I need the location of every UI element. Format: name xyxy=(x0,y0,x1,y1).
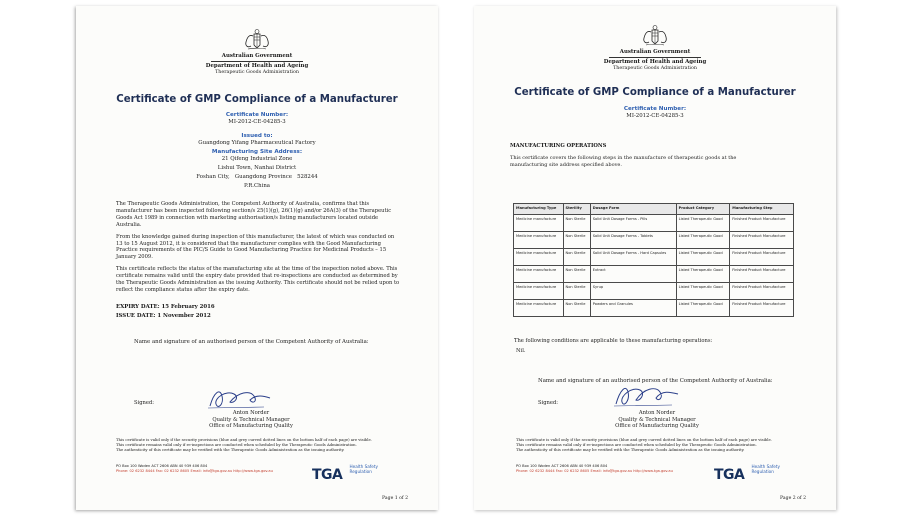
fine-print-line: This certificate is valid only if the security provisions (blue and grey curved dotted lines on the bottom half of each page) are visible. xyxy=(116,437,372,442)
table-cell: Medicine manufacture xyxy=(514,215,564,232)
conditions-text: The following conditions are applicable to these manufacturing operations: xyxy=(514,338,713,344)
conditions-value: Nil. xyxy=(516,348,526,354)
table-cell: Finished Product Manufacture xyxy=(730,215,794,232)
tga-logo xyxy=(714,464,780,483)
table-cell: Listed Therapeutic Good xyxy=(676,300,730,317)
table-cell: Non Sterile xyxy=(563,249,590,266)
signatory-office: Office of Manufacturing Quality xyxy=(615,423,699,429)
page-number: Page 1 of 2 xyxy=(382,496,408,501)
phone-email: Phone: 02 6232 8444 Fax: 02 6232 8605 Email: info@tga.gov.au http://www.tga.gov.au xyxy=(516,468,673,473)
tga-logo-subtitle xyxy=(751,464,779,474)
table-cell: Solid Unit Dosage Forms - Pills xyxy=(590,215,676,232)
table-cell: Medicine manufacture xyxy=(514,249,564,266)
issued-to-label: Issued to: xyxy=(241,133,273,139)
table-cell: Syrup xyxy=(590,283,676,300)
operations-heading: MANUFACTURING OPERATIONS xyxy=(510,143,607,149)
table-header-row xyxy=(514,204,794,215)
signature-intro: Name and signature of an authorised person of the Competent Authority of Australia: xyxy=(538,378,773,384)
coat-of-arms-icon xyxy=(638,24,672,48)
site-address-label: Manufacturing Site Address: xyxy=(211,149,303,155)
address-line-1: 21 Qifeng Industrial Zone xyxy=(221,156,293,162)
table-cell: Medicine manufacture xyxy=(514,300,564,317)
signatory-name: Anton Norder xyxy=(638,410,676,416)
signatory-name: Anton Norder xyxy=(232,410,270,416)
tga-logo-subtitle-line: Regulation xyxy=(751,469,774,474)
signatory-block xyxy=(602,410,712,430)
address-line-2: Lishui Town, Nanhai District xyxy=(217,165,297,171)
column-header: Manufacturing Step xyxy=(730,204,794,215)
divider xyxy=(609,57,701,58)
signatory-office: Office of Manufacturing Quality xyxy=(209,423,293,429)
table-row xyxy=(514,249,794,266)
fine-print-line: This certificate is valid only if the security provisions (blue and grey curved dotted lines on the bottom half of each page) are visible. xyxy=(516,437,772,442)
signed-label: Signed: xyxy=(134,400,155,406)
contact-details xyxy=(516,464,673,474)
table-cell: Finished Product Manufacture xyxy=(730,300,794,317)
table-row xyxy=(514,232,794,249)
certificate-title: Certificate of GMP Compliance of a Manufacturer xyxy=(514,87,796,98)
postal-address: PO Box 100 Woden ACT 2606 ABN 40 939 406 804 xyxy=(516,464,608,468)
certificate-number: MI-2012-CE-04285-3 xyxy=(626,113,684,119)
tga-logo-subtitle-line: Health Safety xyxy=(751,464,780,469)
fine-print-line: This certificate remains valid only if re-inspections are conducted when scheduled by the Therapeutic Goods Administration. xyxy=(516,441,757,447)
table-cell: Non Sterile xyxy=(563,266,590,283)
divider xyxy=(211,61,303,62)
certificate-title: Certificate of GMP Compliance of a Manufacturer xyxy=(116,94,398,105)
table-cell: Solid Unit Dosage Forms - Tablets xyxy=(590,232,676,249)
column-header: Dosage Form xyxy=(590,204,676,215)
table-row xyxy=(514,283,794,300)
department-name: Department of Health and Ageing xyxy=(205,63,309,69)
certificate-body xyxy=(76,201,438,294)
tga-logo xyxy=(312,464,378,483)
fine-print-line: This certificate remains valid only if re-inspections are conducted when scheduled by the Therapeutic Goods Administration. xyxy=(116,441,357,447)
column-header: Product Category xyxy=(676,204,730,215)
signed-label: Signed: xyxy=(538,400,559,406)
signature-image xyxy=(204,384,274,412)
table-cell: Powders and Granules xyxy=(590,300,676,317)
certificate-page-1 xyxy=(76,6,438,510)
letterhead xyxy=(474,6,836,72)
table-row xyxy=(514,266,794,283)
body-paragraph: From the knowledge gained during inspection of this manufacturer, the latest of which was conducted on 13 to 15 August 2012, it is considered that the manufacturer complies with the Good Manufacturing Practice requirements of the PIC/S Guide to Good Manufacturing Practice for Medicinal Products – 15 January 2009. xyxy=(116,233,395,261)
letterhead xyxy=(76,6,438,76)
tga-logo-subtitle-line: Health Safety xyxy=(349,464,378,469)
agency-name: Therapeutic Goods Administration xyxy=(613,66,697,71)
table-cell: Listed Therapeutic Good xyxy=(676,215,730,232)
fine-print-line: The authenticity of this certificate may be verified with the Therapeutic Goods Administration as the issuing authority. xyxy=(116,446,345,452)
signatory-block xyxy=(196,410,306,430)
signature-intro: Name and signature of an authorised person of the Competent Authority of Australia: xyxy=(134,338,369,345)
body-paragraph: This certificate reflects the status of the manufacturing site at the time of the inspection noted above. This certificate remains valid until the expiry date provided that re-inspections are conducted as determined by the Therapeutic Goods Administration as the issuing Authority. This certificate should not be relied upon to reflect the compliance status after the expiry date. xyxy=(116,266,400,293)
certificate-number-label: Certificate Number: xyxy=(225,112,289,118)
operations-intro: This certificate covers the following steps in the manufacture of therapeutic goods at the manufacturing site address specified above. xyxy=(510,155,737,168)
table-cell: Finished Product Manufacture xyxy=(730,249,794,266)
table-cell: Medicine manufacture xyxy=(514,283,564,300)
column-header: Sterility xyxy=(563,204,590,215)
table-cell: Finished Product Manufacture xyxy=(730,232,794,249)
department-name: Department of Health and Ageing xyxy=(603,59,707,65)
government-name: Australian Government xyxy=(619,49,691,55)
tga-logo-mark: TGA xyxy=(312,467,343,483)
table-cell: Listed Therapeutic Good xyxy=(676,266,730,283)
table-cell: Extract xyxy=(590,266,676,283)
government-name: Australian Government xyxy=(221,53,293,59)
tga-logo-subtitle-line: Regulation xyxy=(349,469,372,474)
column-header: Manufacturing Type xyxy=(514,204,564,215)
table-row xyxy=(514,215,794,232)
table-cell: Medicine manufacture xyxy=(514,266,564,283)
table-row xyxy=(514,300,794,317)
page-number: Page 2 of 2 xyxy=(780,496,806,501)
certificate-number-label: Certificate Number: xyxy=(623,106,687,112)
table-cell: Non Sterile xyxy=(563,283,590,300)
postal-address: PO Box 100 Woden ACT 2606 ABN 40 939 406 804 xyxy=(116,464,208,468)
tga-logo-mark: TGA xyxy=(714,467,745,483)
fine-print xyxy=(116,438,406,452)
expiry-date: EXPIRY DATE: 15 February 2016 xyxy=(116,303,215,310)
signatory-title: Quality & Technical Manager xyxy=(212,416,290,423)
table-cell: Non Sterile xyxy=(563,215,590,232)
table-cell: Solid Unit Dosage Forms - Hard Capsules xyxy=(590,249,676,266)
tga-logo-subtitle xyxy=(349,464,377,474)
agency-name: Therapeutic Goods Administration xyxy=(215,70,299,75)
signature-image xyxy=(610,380,682,410)
issue-date: ISSUE DATE: 1 November 2012 xyxy=(116,312,211,319)
contact-details xyxy=(116,464,273,474)
coat-of-arms-icon xyxy=(240,28,274,52)
body-paragraph: The Therapeutic Goods Administration, the Competent Authority of Australia, confirms that this manufacturer has been inspected following section/s 25(1)(g), 26(1)(g) and/or 26A(3) of the Therapeutic Goods Act 1989 in connection with marketing authorisation/s listing manufacturers located outside Australia. xyxy=(116,201,392,228)
operations-table xyxy=(513,203,794,317)
address-line-4: P.R.China xyxy=(243,183,271,189)
table-cell: Listed Therapeutic Good xyxy=(676,283,730,300)
table-cell: Non Sterile xyxy=(563,300,590,317)
table-cell: Finished Product Manufacture xyxy=(730,283,794,300)
issued-to-value: Guangdong Yifang Pharmaceutical Factory xyxy=(198,140,316,146)
fine-print-line: The authenticity of this certificate may be verified with the Therapeutic Goods Administration as the issuing authority. xyxy=(516,446,745,452)
address-line-3: Foshan City, Guangdong Province 528244 xyxy=(196,174,318,180)
table-cell: Listed Therapeutic Good xyxy=(676,249,730,266)
table-cell: Medicine manufacture xyxy=(514,232,564,249)
fine-print xyxy=(516,438,806,452)
certificate-page-2 xyxy=(474,6,836,510)
table-cell: Listed Therapeutic Good xyxy=(676,232,730,249)
table-cell: Non Sterile xyxy=(563,232,590,249)
signatory-title: Quality & Technical Manager xyxy=(618,416,696,423)
table-cell: Finished Product Manufacture xyxy=(730,266,794,283)
phone-email: Phone: 02 6232 8444 Fax: 02 6232 8605 Email: info@tga.gov.au http://www.tga.gov.au xyxy=(116,468,273,473)
certificate-number: MI-2012-CE-04285-3 xyxy=(228,119,286,125)
